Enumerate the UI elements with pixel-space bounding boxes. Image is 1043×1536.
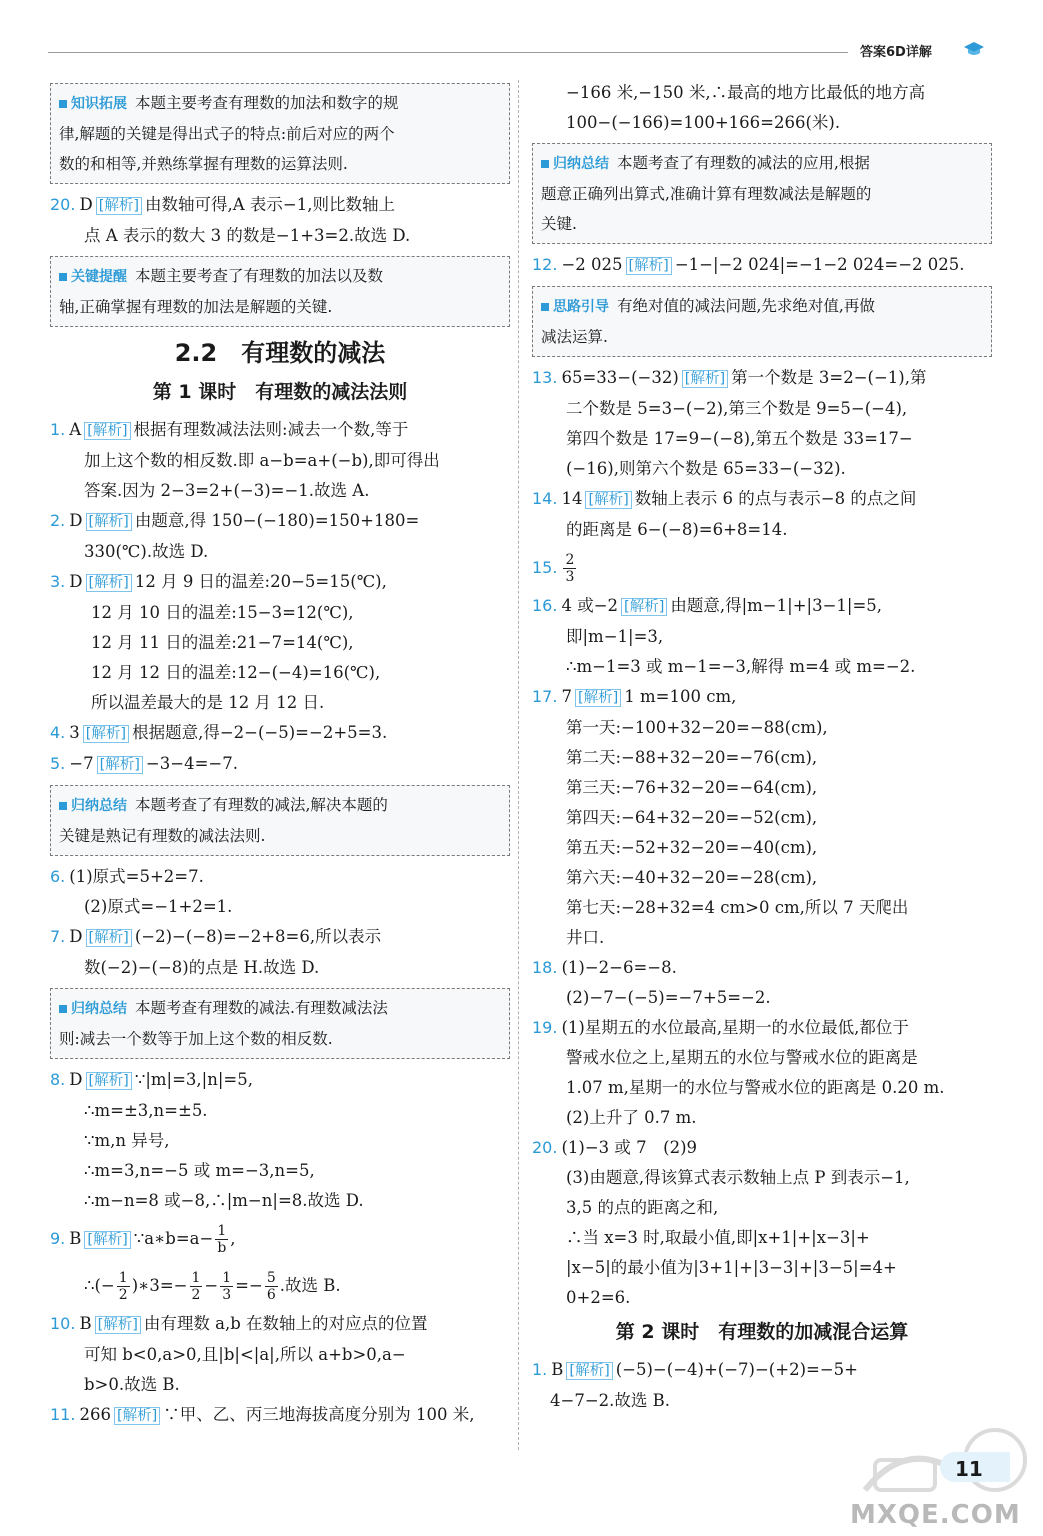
question-13: 13. 65=33−(−32) [解析] 第一个数是 3=2−(−1),第 二个数是 5=3−(−2),第三个数是 9=5−(−4), 第四个数是 17=9−(−8),第五个数是 33=17− (−16),则第六个数是 65=33−(−32). (532, 368, 927, 478)
question-16: 16. 4 或−2 [解析] 由题意,得|m−1|+|3−1|=5, 即|m−1|=3, ∴m−1=3 或 m−1=−3,解得 m=4 或 m=−2. (532, 596, 916, 676)
question-17: 17. 7 [解析] 1 m=100 cm, 第一天:−100+32−20=−88(cm), 第二天:−88+32−20=−76(cm), 第三天:−76+32−20=−64(cm), 第四天:−64+32−20=−52(cm), 第五天:−52+32−20=−40(cm), 第六天:−40+32−20=−28(cm), 第七天:−28+32=4 cm>0 cm,所以 7 天爬出 井口. (532, 687, 909, 947)
question-14: 14. 14 [解析] 数轴上表示 6 的点与表示−8 的点之间 的距离是 6−(−8)=6+8=14. (532, 489, 917, 539)
question-18: 18. (1)−2−6=−8. (2)−7−(−5)=−7+5=−2. (532, 958, 771, 1007)
question-8: 8. D [解析] ∵|m|=3,|n|=5, ∴m=±3,n=±5. ∵m,n 异号, ∴m=3,n=−5 或 m=−3,n=5, ∴m−n=8 或−8,∴|m−n|=8.故选 D. (50, 1070, 364, 1210)
question-7: 7. D [解析] (−2)−(−8)=−2+8=6,所以表示 数(−2)−(−8)的点是 H.故选 D. (50, 927, 382, 977)
question-6: 6. (1)原式=5+2=7. (2)原式=−1+2=1. (50, 867, 233, 916)
watermark-text: MXQE.COM (850, 1500, 1021, 1530)
column-divider (518, 80, 519, 1450)
question-4: 4. 3 [解析] 根据题意,得−2−(−5)=−2+5=3. (50, 723, 388, 742)
lesson-title: 第 1 课时 有理数的减法法则 (152, 381, 408, 403)
question-12: 12. −2 025 [解析] −1−|−2 024|=−1−2 024=−2 025. (532, 255, 965, 274)
question-20: 20. D [解析] 由数轴可得,A 表示−1,则比数轴上 点 A 表示的数大 3 的数是−1+3=2.故选 D. (50, 195, 411, 245)
question-1: 1. A [解析] 根据有理数减法法则:减去一个数,等于 加上这个数的相反数.即 a−b=a+(−b),即可得出 答案.因为 2−3=2+(−3)=−1.故选 A. (50, 420, 440, 500)
thinking-guide-box: 思路引导 有绝对值的减法问题,先求绝对值,再做 减法运算. (532, 286, 992, 357)
question-5: 5. −7 [解析] −3−4=−7. (50, 754, 238, 773)
page-number: 11 (955, 1457, 983, 1481)
question-11-continued: −166 米,−150 米,∴最高的地方比最低的地方高 100−(−166)=100+166=266(米). (566, 83, 926, 132)
section-title: 2.2 有理数的减法 (174, 339, 386, 367)
question-2: 2. D [解析] 由题意,得 150−(−180)=150+180= 330(℃).故选 D. (50, 511, 420, 561)
question-3: 3. D [解析] 12 月 9 日的温差:20−5=15(℃), 12 月 10 日的温差:15−3=12(℃), 12 月 11 日的温差:21−7=14(℃), 12 月 12 日的温差:12−(−4)=16(℃), 所以温差最大的是 12 月 12 日. (50, 572, 387, 712)
summary-box-2: 归纳总结 本题考查有理数的减法.有理数减法法 则:减去一个数等于加上这个数的相反数. (50, 988, 510, 1059)
header-rule (48, 52, 848, 53)
question-19: 19. (1)星期五的水位最高,星期一的水位最低,都位于 警戒水位之上,星期五的水位与警戒水位的距离是 1.07 m,星期一的水位与警戒水位的距离是 0.20 m. (2)上升了 0.7 m. (532, 1018, 945, 1127)
lesson-2-title: 第 2 课时 有理数的加减混合运算 (615, 1321, 909, 1343)
left-column (50, 78, 510, 1431)
right-column (532, 78, 992, 1416)
knowledge-box-title: 知识拓展 (59, 96, 127, 112)
graduation-cap-icon (963, 40, 985, 58)
summary-box-1: 归纳总结 本题考查了有理数的减法,解决本题的 关键是熟记有理数的减法法则. (50, 785, 510, 856)
header-label: 答案6D详解 (860, 45, 932, 60)
knowledge-box: 知识拓展 本题主要考查有理数的加法和数字的规 律,解题的关键是得出式子的特点:前后对应的两个 数的和相等,并熟练掌握有理数的运算法则. (50, 83, 510, 184)
question-20-right: 20. (1)−3 或 7 (2)9 (3)由题意,得该算式表示数轴上点 P 到表示−1, 3,5 的点的距离之和, ∴当 x=3 时,取最小值,即|x+1|+|x−3|+ |x−5|的最小值为|3+1|+|3−3|+|3−5|=4+ 0+2=6. (532, 1138, 910, 1307)
summary-box-3: 归纳总结 本题考查了有理数的减法的应用,根据 题意正确列出算式,准确计算有理数减法是解题的 关键. (532, 143, 992, 244)
question-15: 15. $\frac{2}{3}$ (532, 552, 575, 585)
question-11: 11. 266 [解析] ∵甲、乙、丙三地海拔高度分别为 100 米, (50, 1405, 475, 1424)
key-reminder-box: 关键提醒 本题主要考查了有理数的加法以及数 轴,正确掌握有理数的加法是解题的关键. (50, 256, 510, 327)
question-1b: 1. B [解析] (−5)−(−4)+(−7)−(+2)=−5+ 4−7−2.故选 B. (532, 1360, 858, 1410)
question-10: 10. B [解析] 由有理数 a,b 在数轴上的对应点的位置 可知 b<0,a>0,且|b|<|a|,所以 a+b>0,a− b>0.故选 B. (50, 1314, 428, 1394)
fraction: $\frac{1}{b}$ (217, 1223, 227, 1256)
question-9: 9. B [解析] ∵a∗b=a− $\frac{1}{b}$ , ∴(− $\frac{1}{2}$ )∗3=− $\frac{1}{2}$ − $\frac{1}{3}$ =− $\frac{5}{6}$ .故选 B. (50, 1223, 341, 1303)
